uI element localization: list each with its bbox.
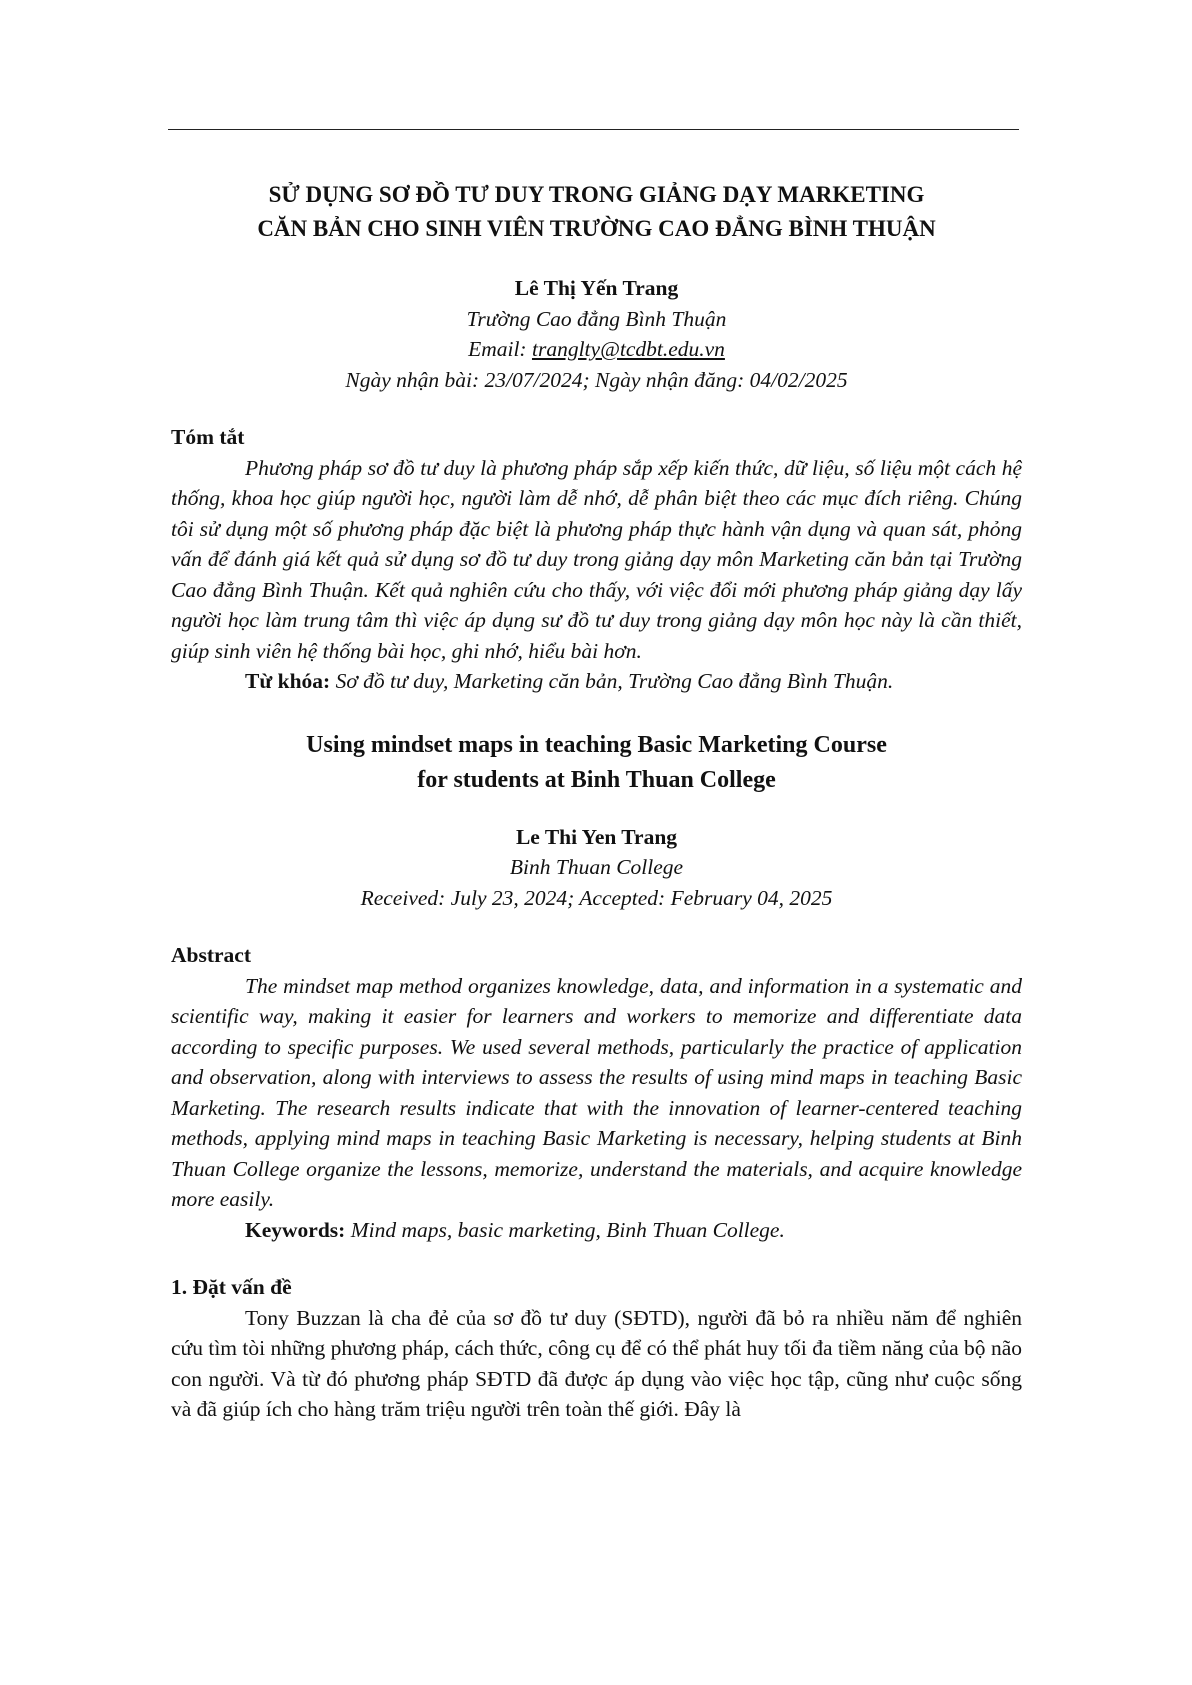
keywords-value-en: Mind maps, basic marketing, Binh Thuan College. — [345, 1217, 785, 1242]
english-title-line-1: Using mindset maps in teaching Basic Marketing Course — [306, 731, 887, 758]
vietnamese-author-block — [171, 273, 1022, 395]
abstract-heading-vi: Tóm tắt — [171, 425, 245, 449]
english-title-line-2: for students at Binh Thuan College — [417, 766, 776, 793]
vietnamese-title-line-1: SỬ DỤNG SƠ ĐỒ TƯ DUY TRONG GIẢNG DẠY MARKETING — [268, 182, 925, 207]
author-name-en: Le Thi Yen Trang — [515, 824, 678, 849]
abstract-text-vi: Phương pháp sơ đồ tư duy là phương pháp sắp xếp kiến thức, dữ liệu, số liệu một cách hệ thống, khoa học giúp người học, người làm dễ nhớ, dễ phân biệt theo các mục đích riêng. Chúng tôi sử dụng một số phương pháp đặc biệt là phương pháp thực hành vận dụng và quan sát, phỏng vấn để đánh giá kết quả sử dụng sơ đồ tư duy trong giảng dạy môn Marketing căn bản tại Trường Cao đẳng Bình Thuận. Kết quả nghiên cứu cho thấy, với việc đổi mới phương pháp giảng dạy lấy người học làm trung tâm thì việc áp dụng sư đồ tư duy trong giảng dạy môn học này là cần thiết, giúp sinh viên hệ thống bài học, ghi nhớ, hiểu bài hơn. — [171, 455, 1022, 663]
keywords-label-vi: Từ khóa: — [245, 669, 331, 693]
keywords-label-en: Keywords: — [245, 1217, 346, 1242]
keywords-en — [171, 1215, 1022, 1246]
author-email-line — [171, 334, 1022, 365]
author-name: Lê Thị Yến Trang — [514, 276, 679, 300]
email-label: Email: — [468, 337, 532, 361]
vietnamese-title-line-2: CĂN BẢN CHO SINH VIÊN TRƯỜNG CAO ĐẲNG BÌNH THUẬN — [257, 216, 936, 241]
page-content — [171, 178, 1022, 1425]
keywords-value-vi: Sơ đồ tư duy, Marketing căn bản, Trường Cao đẳng Bình Thuận. — [330, 669, 894, 693]
vietnamese-title — [171, 178, 1022, 246]
author-affiliation-en: Binh Thuan College — [509, 855, 684, 879]
header-rule — [168, 129, 1019, 130]
email-link[interactable]: tranglty@tcdbt.edu.vn — [531, 337, 725, 361]
section-1-paragraph: Tony Buzzan là cha đẻ của sơ đồ tư duy (SĐTD), người đã bỏ ra nhiều năm để nghiên cứu tìm tòi những phương pháp, cách thức, công cụ để có thể phát huy tối đa tiềm năng của bộ não con người. Và từ đó phương pháp SĐTD đã được áp dụng vào việc học tập, cũng như cuộc sống và đã giúp ích cho hàng trăm triệu người trên toàn thế giới. Đây là — [171, 1305, 1022, 1421]
abstract-heading-en: Abstract — [171, 943, 252, 967]
english-title — [171, 728, 1022, 798]
submission-dates-en: Received: July 23, 2024; Accepted: February 04, 2025 — [360, 885, 833, 910]
author-affiliation: Trường Cao đẳng Bình Thuận — [466, 306, 727, 331]
section-1-heading: 1. Đặt vấn đề — [171, 1275, 292, 1299]
keywords-vi — [171, 666, 1022, 697]
english-author-block — [171, 822, 1022, 914]
submission-dates: Ngày nhận bài: 23/07/2024; Ngày nhận đăng: 04/02/2025 — [345, 367, 848, 392]
abstract-text-en: The mindset map method organizes knowledge, data, and information in a systematic and scientific way, making it easier for learners and workers to memorize and differentiate data according to specific purposes. We used several methods, particularly the practice of application and observation, along with interviews to assess the results of using mind maps in teaching Basic Marketing. The research results indicate that with the innovation of learner-centered teaching methods, applying mind maps in teaching Basic Marketing is necessary, helping students at Binh Thuan College organize the lessons, memorize, understand the materials, and acquire knowledge more easily. — [171, 973, 1022, 1211]
